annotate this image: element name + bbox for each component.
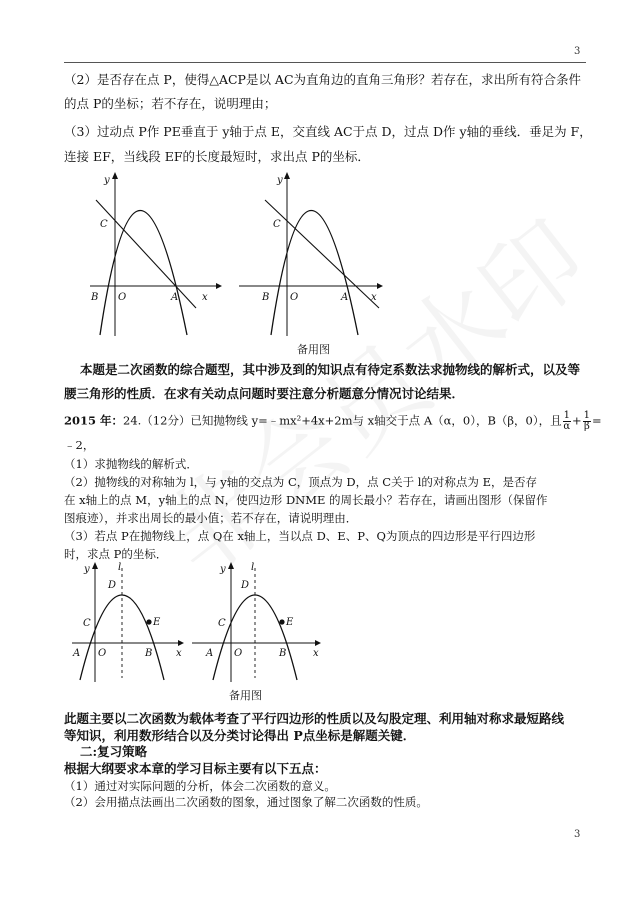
figure1-caption: 备用图 xyxy=(297,343,330,356)
label-a: A xyxy=(171,292,179,303)
x-axis-arrow xyxy=(178,640,184,646)
fraction-1-over-beta xyxy=(583,411,591,432)
label-d: D xyxy=(108,580,117,591)
y-axis-arrow xyxy=(228,562,234,569)
label-y: y xyxy=(104,175,110,186)
section2-intro: 根据大纲要求本章的学习目标主要有以下五点： xyxy=(64,761,327,776)
y2015-p3-line1: （3）若点 P在抛物线上，点 Q在 x轴上，当以点 D、E、P、Q为顶点的四边形是平行四边形 xyxy=(64,529,536,543)
label-o: O xyxy=(290,292,299,303)
y-axis-arrow xyxy=(92,562,98,569)
figure2-caption: 备用图 xyxy=(229,689,262,702)
parabola xyxy=(271,211,358,336)
fraction-1-over-alpha xyxy=(563,411,571,432)
label-e: E xyxy=(286,617,294,628)
note2-line2: 等知识，利用数形结合以及分类讨论得出 P点坐标是解题关键． xyxy=(64,728,416,743)
section2-title: 二:复习策略 xyxy=(80,744,148,759)
label-c: C xyxy=(100,219,108,230)
header-rule xyxy=(64,62,586,63)
frac2-num: 1 xyxy=(583,410,591,421)
page-number-top: 3 xyxy=(574,46,581,57)
y2015-p1: （1）求抛物线的解析式． xyxy=(64,457,198,471)
equals-sign: = xyxy=(592,413,602,428)
figure2-right xyxy=(190,560,325,690)
label-c: C xyxy=(83,618,91,629)
figure1-left xyxy=(88,170,223,340)
frac2-den: β xyxy=(583,421,590,432)
label-e: E xyxy=(153,617,161,628)
label-a: A xyxy=(73,648,81,659)
y2015-p2-line2: 在 x轴上的点 M，y轴上的点 N，使四边形 DNME 的周长最小？若存在，请画出图形（保留作 xyxy=(64,493,548,507)
label-d: D xyxy=(241,580,250,591)
frac1-num: 1 xyxy=(563,410,570,421)
page-number-bottom: 3 xyxy=(574,829,581,840)
label-y: y xyxy=(277,175,283,186)
parabola xyxy=(100,211,187,336)
label-b: B xyxy=(145,648,153,659)
section2-item1: （1）通过对实际问题的分析，体会二次函数的意义。 xyxy=(64,779,336,793)
figure1-right xyxy=(235,170,385,340)
note1-line2: 腰三角形的性质．在求有关动点问题时要注意分析题意分情况讨论结果． xyxy=(64,386,465,401)
label-a: A xyxy=(206,648,214,659)
y2015-p2-line3: 图痕迹），并求出周长的最小值；若不存在，请说明理由． xyxy=(64,511,358,525)
parabola xyxy=(213,595,297,680)
parabola xyxy=(80,595,164,680)
line-ac xyxy=(96,200,196,308)
label-y: y xyxy=(220,564,226,575)
section2-item2: （2）会用描点法画出二次函数的图象，通过图象了解二次函数的性质。 xyxy=(64,795,428,809)
x-axis-arrow xyxy=(377,283,383,289)
label-c: C xyxy=(273,219,281,230)
label-c: C xyxy=(218,618,226,629)
x-axis-arrow xyxy=(216,283,222,289)
label-b: B xyxy=(91,292,99,303)
label-x: x xyxy=(313,648,319,659)
y2015-prefix: 2015 年： xyxy=(64,413,124,428)
point-e xyxy=(146,619,151,624)
y2015-p3-line2: 时，求点 P的坐标． xyxy=(64,547,168,561)
label-o: O xyxy=(118,292,127,303)
y-axis-arrow xyxy=(284,172,290,179)
label-b: B xyxy=(279,648,287,659)
label-b: B xyxy=(262,292,270,303)
x-axis-arrow xyxy=(315,640,321,646)
y2015-p2-line1: （2）抛物线的对称轴为 l，与 y轴的交点为 C，顶点为 D，点 C关于 l的对称点为 E，是否存 xyxy=(64,475,537,489)
label-o: O xyxy=(98,648,107,659)
point-e xyxy=(279,619,284,624)
y-axis-arrow xyxy=(112,172,118,179)
label-a: A xyxy=(341,292,349,303)
q2-line1: （2）是否存在点 P，使得△ACP是以 AC为直角边的直角三角形？若存在，求出所有符合条件 xyxy=(64,72,582,87)
q2-line2: 的点 P的坐标；若不存在，说明理由； xyxy=(64,96,277,111)
q3-line1: （3）过动点 P作 PE垂直于 y轴于点 E，交直线 AC于点 D，过点 D作 y轴的垂线．垂足为 F， xyxy=(64,124,592,139)
label-x: x xyxy=(202,292,208,303)
label-y: y xyxy=(84,564,90,575)
label-x: x xyxy=(176,648,182,659)
y2015-line2: ﹣2， xyxy=(64,438,95,452)
label-x: x xyxy=(371,292,377,303)
note1-line1: 本题是二次函数的综合题型，其中涉及到的知识点有待定系数法求抛物线的解析式，以及等 xyxy=(80,362,581,377)
line-ac xyxy=(265,200,379,308)
frac1-den: α xyxy=(563,421,571,432)
note2-line1: 此题主要以二次函数为载体考查了平行四边形的性质以及勾股定理、利用轴对称求最短路线 xyxy=(64,711,565,726)
plus-sign: + xyxy=(572,413,582,428)
label-l: l xyxy=(118,562,122,573)
y2015-text: 24.（12分）已知抛物线 y=﹣mx²+4x+2m与 x轴交于点 A（α，0），B（β，0），且 xyxy=(123,413,562,428)
q3-line2: 连接 EF，当线段 EF的长度最短时，求出点 P的坐标． xyxy=(64,149,370,164)
figure2-left xyxy=(70,560,188,690)
label-o: O xyxy=(234,648,243,659)
label-l: l xyxy=(251,562,255,573)
y2015-line1 xyxy=(64,411,602,432)
